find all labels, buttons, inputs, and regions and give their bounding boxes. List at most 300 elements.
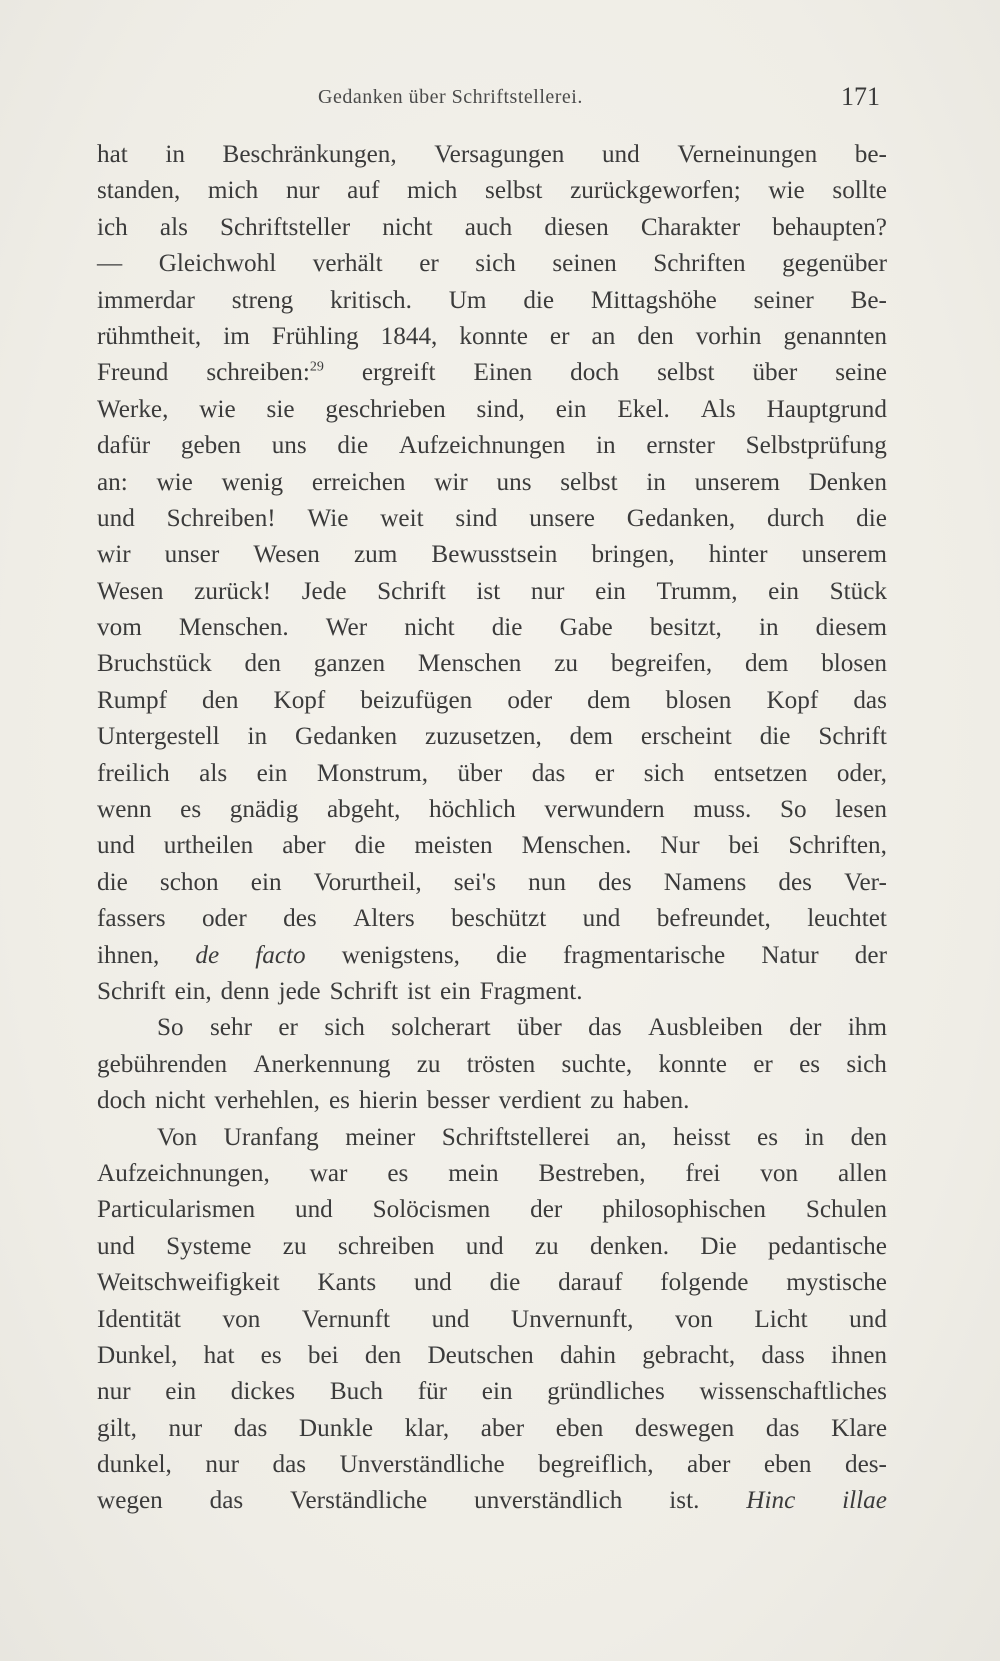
word: Schriften,: [788, 832, 887, 860]
word: auf: [347, 177, 380, 205]
word: frei: [685, 1159, 721, 1187]
word: ein: [481, 1378, 513, 1406]
word: sich: [324, 1014, 365, 1042]
word: Alters: [353, 905, 415, 933]
word: schreiben: [337, 1232, 435, 1260]
word: selbst: [560, 468, 618, 496]
word: befreundet,: [656, 905, 771, 933]
text-line: [97, 537, 887, 573]
word: Kants: [317, 1269, 377, 1297]
word: vom: [97, 614, 142, 642]
text-line: [97, 1265, 887, 1301]
word: das: [272, 1451, 307, 1479]
word: und: [97, 1232, 135, 1260]
word: und: [431, 1305, 470, 1333]
word: wenigstens,: [341, 941, 460, 969]
word: mich: [207, 177, 259, 205]
word: ein: [768, 577, 799, 605]
word: Bruchstück: [97, 650, 212, 678]
word: schreiben:$^{29}$: [206, 359, 324, 387]
text-line: [97, 574, 887, 610]
word: die: [97, 868, 128, 896]
text-line: [97, 646, 887, 682]
word: So: [779, 796, 807, 824]
word: zu: [554, 650, 578, 678]
word: sie: [266, 395, 295, 423]
word: dunkel,: [97, 1451, 172, 1479]
word: Frühling: [271, 322, 359, 350]
word: Dunkel,: [97, 1341, 178, 1369]
text-line: [97, 901, 887, 937]
word: sei's: [453, 868, 497, 896]
word: Anerkennung: [253, 1050, 391, 1078]
word: weit: [380, 504, 424, 532]
word: unserem: [801, 541, 887, 569]
word: wegen: [97, 1487, 163, 1515]
word: trösten: [466, 1050, 536, 1078]
word: hinter: [708, 541, 768, 569]
word: Ver-: [844, 868, 887, 896]
word: muss.: [693, 796, 752, 824]
word: genannten: [783, 322, 887, 350]
word: das: [588, 1014, 622, 1042]
word: oder: [507, 686, 553, 714]
word: diesen: [544, 213, 609, 241]
word: streng: [231, 286, 294, 314]
text-line: [97, 719, 887, 755]
word: in: [804, 1123, 825, 1151]
word: Weitschweifigkeit: [97, 1269, 280, 1297]
body-text: [97, 137, 887, 1520]
word: es: [180, 796, 202, 824]
word: die: [354, 832, 386, 860]
word: Natur: [761, 941, 819, 969]
word: abgeht,: [326, 796, 401, 824]
word: allen: [837, 1159, 887, 1187]
word: Werke,: [97, 395, 169, 423]
word: er: [594, 759, 615, 787]
word: Um: [448, 286, 487, 314]
word: zurückgeworfen;: [570, 177, 741, 205]
word: Bestreben,: [538, 1159, 646, 1187]
word: behaupten?: [772, 213, 887, 241]
word: das: [765, 1414, 800, 1442]
word: solcherart: [391, 1014, 491, 1042]
word: und: [465, 1232, 504, 1260]
word: Untergestell: [97, 723, 220, 751]
word: konnte: [459, 322, 528, 350]
text-line: [97, 173, 887, 209]
word: Klare: [831, 1414, 887, 1442]
word: Hauptgrund: [766, 395, 887, 423]
text-line: [97, 1447, 887, 1483]
word: ist.: [669, 1487, 700, 1515]
word: nicht: [382, 213, 433, 241]
word: zu: [282, 1232, 307, 1260]
word: ergreift: [361, 359, 436, 387]
word: Kopf: [766, 686, 819, 714]
word: die: [523, 286, 555, 314]
word: meiner: [345, 1123, 416, 1151]
word: an,: [616, 1123, 647, 1151]
word: sind,: [476, 395, 525, 423]
word: gilt,: [97, 1414, 137, 1442]
word: im: [223, 322, 250, 350]
word: die: [496, 941, 527, 969]
word: verhält: [312, 250, 383, 278]
word: wie: [768, 177, 805, 205]
word: ernster: [646, 432, 715, 460]
word: unserem: [694, 468, 780, 496]
word: sehr: [210, 1014, 252, 1042]
word: meisten: [414, 832, 493, 860]
word: seiner: [753, 286, 814, 314]
word: und: [849, 1305, 887, 1333]
word: der: [530, 1196, 563, 1224]
word: den: [364, 1341, 402, 1369]
word: wenn: [97, 796, 152, 824]
word: von: [760, 1159, 799, 1187]
word: Aufzeichnungen: [398, 432, 566, 460]
text-line: [97, 792, 887, 828]
word: Charakter: [640, 213, 741, 241]
word: Ekel.: [617, 395, 670, 423]
word: Buch: [329, 1378, 383, 1406]
text-line: [97, 246, 887, 282]
word: er: [419, 250, 439, 278]
word: schon: [159, 868, 219, 896]
word: der: [854, 941, 887, 969]
word: beschützt: [451, 905, 547, 933]
word: die: [337, 432, 369, 460]
word: sich: [846, 1050, 887, 1078]
word: Beschränkungen,: [222, 141, 397, 168]
word: Jede: [301, 577, 347, 605]
text-line: [97, 756, 887, 792]
word: verhehlen,: [214, 1087, 320, 1115]
word: ein: [439, 977, 471, 1005]
page-number: 171: [841, 82, 880, 111]
text-line: [97, 137, 887, 173]
word: Von: [157, 1123, 198, 1151]
text-line: [97, 319, 887, 355]
text-line: [97, 355, 887, 391]
word: von: [222, 1305, 261, 1333]
text-line: [97, 610, 887, 646]
text-line: [97, 683, 887, 719]
word: nur: [97, 1378, 131, 1406]
word: unser: [164, 541, 220, 569]
word: es: [260, 1341, 282, 1369]
word: die: [489, 1269, 521, 1297]
word: gründliches: [547, 1378, 665, 1406]
word: Menschen.: [178, 614, 289, 642]
word: bei: [728, 832, 760, 860]
word: an: [591, 322, 616, 350]
word: Trumm,: [656, 577, 738, 605]
word: suchte,: [561, 1050, 633, 1078]
word: nur: [530, 577, 565, 605]
word: Rumpf: [97, 686, 167, 714]
word: Fragment.: [479, 977, 583, 1005]
word: lesen: [835, 796, 887, 824]
word: Solöcismen: [372, 1196, 491, 1224]
page-header: [100, 80, 884, 120]
word: gebracht,: [642, 1341, 736, 1369]
word: das: [853, 686, 887, 714]
text-line: [97, 501, 887, 537]
word: pedantische: [768, 1232, 887, 1260]
word: ein,: [174, 977, 212, 1005]
word: dafür: [97, 432, 151, 460]
word: geschrieben: [325, 395, 446, 423]
word: ein: [165, 1378, 197, 1406]
word: hat: [203, 1341, 235, 1369]
word: ganzen: [313, 650, 386, 678]
text-line: [97, 1192, 887, 1228]
word: fassers: [97, 905, 166, 933]
word: denn: [220, 977, 270, 1005]
word: gegenüber: [782, 250, 887, 278]
text-line: [97, 428, 887, 464]
word: Wesen: [253, 541, 320, 569]
word: nur: [205, 1451, 239, 1479]
text-line: [97, 974, 887, 1010]
word: rühmtheit,: [97, 322, 202, 350]
word: zum: [353, 541, 398, 569]
word: er: [753, 1050, 773, 1078]
word: gebührenden: [97, 1050, 228, 1078]
word: klar,: [404, 1414, 450, 1442]
word: Stück: [829, 577, 887, 605]
word: wie: [156, 468, 193, 496]
text-line: [97, 1483, 887, 1519]
word: erreichen: [311, 468, 406, 496]
word: des: [778, 868, 812, 896]
text-line: [97, 465, 887, 501]
word: doch: [97, 1087, 146, 1115]
word: wie: [199, 395, 236, 423]
word: entsetzen: [713, 759, 808, 787]
word: sich: [475, 250, 516, 278]
word: Unverständliche: [339, 1451, 505, 1479]
word: besser: [426, 1087, 490, 1115]
italic-word: facto: [255, 941, 306, 969]
word: in: [596, 432, 616, 460]
word: Mittagshöhe: [590, 286, 717, 314]
word: deswegen: [634, 1414, 735, 1442]
word: beizufügen: [360, 686, 473, 714]
word: wissenschaftliches: [699, 1378, 887, 1406]
word: begreiflich,: [538, 1451, 654, 1479]
word: dickes: [230, 1378, 296, 1406]
word: des: [598, 868, 632, 896]
word: den: [637, 322, 674, 350]
word: konnte: [658, 1050, 727, 1078]
word: zu: [534, 1232, 559, 1260]
word: und: [601, 141, 640, 168]
word: der: [789, 1014, 822, 1042]
word: zu: [416, 1050, 441, 1078]
text-line: [97, 210, 887, 246]
word: Gedanken,: [626, 504, 736, 532]
word: wir: [97, 541, 131, 569]
word: leuchtet: [807, 905, 887, 933]
word: in: [758, 614, 779, 642]
word: mystische: [786, 1269, 887, 1297]
text-line: [97, 1302, 887, 1338]
word: verwundern: [544, 796, 665, 824]
word: Namens: [663, 868, 747, 896]
word: unsere: [529, 504, 595, 532]
word: Kopf: [273, 686, 326, 714]
text-line: [97, 283, 887, 319]
word: Selbstprüfung: [745, 432, 887, 460]
text-line: [97, 865, 887, 901]
word: es: [757, 1123, 778, 1151]
footnote-marker: 29: [309, 359, 324, 375]
word: über: [457, 759, 503, 787]
word: ein: [250, 868, 282, 896]
word: besitzt,: [649, 614, 722, 642]
word: Die: [700, 1232, 737, 1260]
word: sollte: [832, 177, 887, 205]
word: Menschen.: [521, 832, 632, 860]
word: diesem: [815, 614, 887, 642]
word: Bewusstsein: [431, 541, 558, 569]
word: Einen: [473, 359, 533, 387]
word: wir: [434, 468, 468, 496]
text-line: [97, 1083, 887, 1119]
word: ihnen,: [97, 941, 160, 969]
text-line: [97, 1374, 887, 1410]
word: Als: [700, 395, 736, 423]
word: geben: [180, 432, 241, 460]
word: in: [165, 141, 185, 168]
word: war: [309, 1159, 348, 1187]
word: sich: [643, 759, 685, 787]
word: für: [417, 1378, 448, 1406]
word: in: [646, 468, 666, 496]
word: er: [549, 322, 570, 350]
italic-word: de: [195, 941, 220, 969]
word: dem: [745, 650, 789, 678]
word: Schreiben!: [166, 504, 276, 532]
word: Schrift: [818, 723, 887, 751]
word: Schulen: [805, 1196, 887, 1224]
word: Schriftstellerei: [441, 1123, 591, 1151]
word: und: [97, 504, 135, 532]
word: —: [97, 250, 123, 278]
word: über: [517, 1014, 562, 1042]
word: Schrift: [97, 977, 166, 1005]
word: Schrift: [329, 977, 399, 1005]
word: er: [278, 1014, 298, 1042]
word: doch: [570, 359, 620, 387]
word: eben: [763, 1451, 812, 1479]
word: Schriftsteller: [219, 213, 351, 241]
word: aber: [282, 832, 326, 860]
word: standen,: [97, 177, 181, 205]
word: sind: [455, 504, 498, 532]
text-line: [97, 1010, 887, 1046]
word: ist: [407, 977, 431, 1005]
word: be-: [854, 141, 887, 168]
word: als: [159, 213, 188, 241]
word: ein: [256, 759, 288, 787]
word: seinen: [552, 250, 617, 278]
word: uns: [271, 432, 307, 460]
word: und: [294, 1196, 333, 1224]
word: Wer: [325, 614, 368, 642]
word: ein: [555, 395, 587, 423]
word: So: [157, 1014, 184, 1042]
text-line: [97, 1120, 887, 1156]
word: die: [759, 723, 791, 751]
word: das: [531, 759, 566, 787]
word: Dunkle: [298, 1414, 374, 1442]
word: unverständlich: [474, 1487, 623, 1515]
word: kritisch.: [330, 286, 412, 314]
word: heisst: [673, 1123, 731, 1151]
word: eben: [555, 1414, 604, 1442]
word: nicht: [404, 614, 455, 642]
word: Verneinungen: [677, 141, 818, 168]
word: vorhin: [695, 322, 762, 350]
word: es: [328, 1087, 350, 1115]
text-line: [97, 1338, 887, 1374]
word: Verständliche: [290, 1487, 428, 1515]
word: dem: [587, 686, 631, 714]
word: es: [799, 1050, 821, 1078]
word: hierin: [358, 1087, 418, 1115]
word: Wie: [307, 504, 349, 532]
word: es: [387, 1159, 409, 1187]
word: Monstrum,: [316, 759, 429, 787]
word: ich: [97, 213, 128, 241]
running-head: Gedanken über Schriftstellerei.: [318, 86, 583, 108]
word: 1844,: [380, 322, 438, 350]
word: nun: [528, 868, 566, 896]
word: aber: [687, 1451, 731, 1479]
word: Gedanken: [295, 723, 398, 751]
word: freilich: [97, 759, 170, 787]
word: dem: [569, 723, 614, 751]
word: Denken: [808, 468, 887, 496]
word: uns: [496, 468, 532, 496]
word: jede: [278, 977, 321, 1005]
word: oder: [201, 905, 247, 933]
word: Identität: [97, 1305, 181, 1333]
text-line: [97, 392, 887, 428]
word: denken.: [589, 1232, 669, 1260]
word: des: [283, 905, 317, 933]
word: durch: [766, 504, 825, 532]
word: ihm: [847, 1014, 887, 1042]
word: seine: [835, 359, 887, 387]
word: erscheint: [640, 723, 732, 751]
word: hat: [97, 141, 128, 168]
word: Menschen: [417, 650, 522, 678]
word: immerdar: [97, 286, 195, 314]
word: aber: [480, 1414, 525, 1442]
text-line: [97, 1047, 887, 1083]
word: auch: [464, 213, 513, 241]
text-line: [97, 938, 887, 974]
word: nicht: [154, 1087, 206, 1115]
word: die: [491, 614, 523, 642]
word: darauf: [558, 1269, 623, 1297]
